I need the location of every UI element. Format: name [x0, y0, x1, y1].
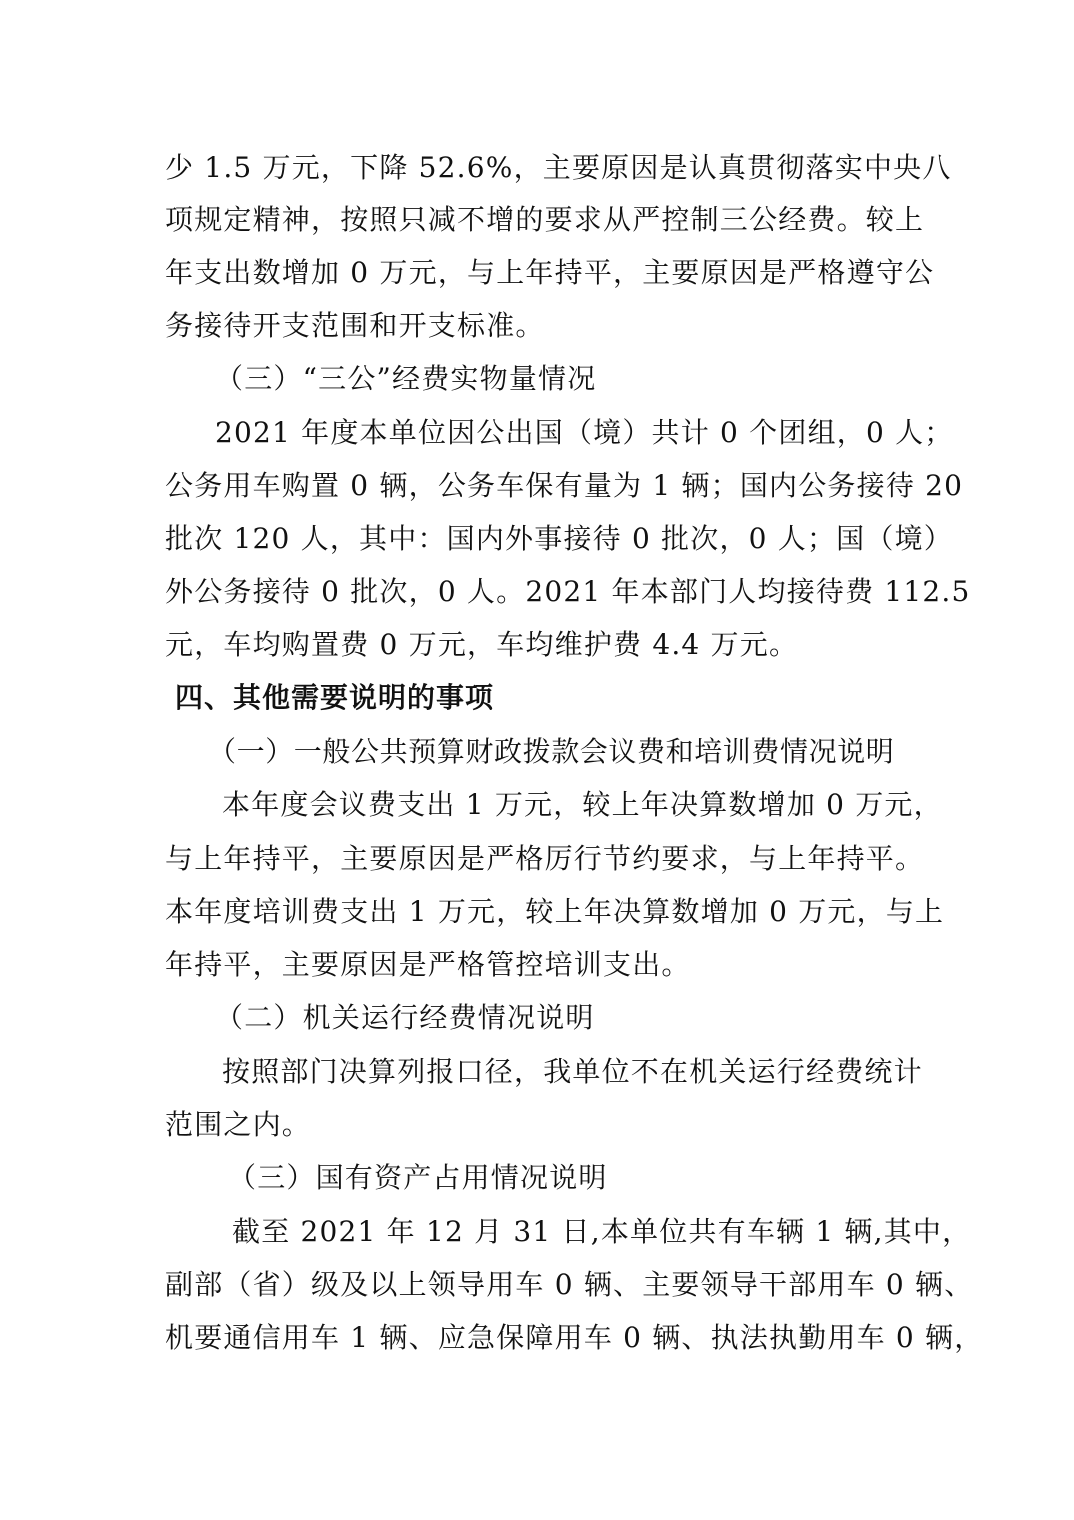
section-heading: （三）“三公”经费实物量情况 — [215, 362, 597, 395]
paragraph-line: 项规定精神，按照只减不增的要求从严控制三公经费。较上 — [165, 203, 925, 236]
paragraph-line: 2021 年度本单位因公出国（境）共计 0 个团组，0 人； — [215, 416, 954, 449]
paragraph-line: 少 1.5 万元，下降 52.6%，主要原因是认真贯彻落实中央八 — [165, 151, 952, 184]
paragraph-line: 年支出数增加 0 万元，与上年持平，主要原因是严格遵守公 — [165, 256, 935, 289]
paragraph-line: 外公务接待 0 批次，0 人。2021 年本部门人均接待费 112.5 — [165, 575, 971, 608]
paragraph-line: 元，车均购置费 0 万元，车均维护费 4.4 万元。 — [165, 628, 799, 661]
paragraph-line: 务接待开支范围和开支标准。 — [165, 309, 545, 342]
paragraph-line: 公务用车购置 0 辆，公务车保有量为 1 辆；国内公务接待 20 — [165, 469, 964, 502]
chapter-heading: 四、其他需要说明的事项 — [175, 681, 495, 714]
paragraph-line: 本年度培训费支出 1 万元，较上年决算数增加 0 万元，与上 — [165, 895, 945, 928]
paragraph-line: 批次 120 人，其中：国内外事接待 0 批次，0 人；国（境） — [165, 522, 953, 555]
paragraph-line: 截至 2021 年 12 月 31 日,本单位共有车辆 1 辆,其中， — [232, 1215, 972, 1248]
section-heading: （二）机关运行经费情况说明 — [215, 1001, 595, 1034]
paragraph-line: 机要通信用车 1 辆、应急保障用车 0 辆、执法执勤用车 0 辆， — [165, 1321, 984, 1354]
paragraph-line: 年持平，主要原因是严格管控培训支出。 — [165, 948, 691, 981]
paragraph-line: 按照部门决算列报口径，我单位不在机关运行经费统计 — [222, 1055, 923, 1088]
section-heading: （一）一般公共预算财政拨款会议费和培训费情况说明 — [208, 735, 895, 768]
paragraph-line: 本年度会议费支出 1 万元，较上年决算数增加 0 万元， — [222, 788, 943, 821]
paragraph-line: 副部（省）级及以上领导用车 0 辆、主要领导干部用车 0 辆、 — [165, 1268, 974, 1301]
paragraph-line: 范围之内。 — [165, 1108, 312, 1141]
paragraph-line: 与上年持平，主要原因是严格厉行节约要求，与上年持平。 — [165, 842, 925, 875]
section-heading: （三）国有资产占用情况说明 — [228, 1161, 608, 1194]
